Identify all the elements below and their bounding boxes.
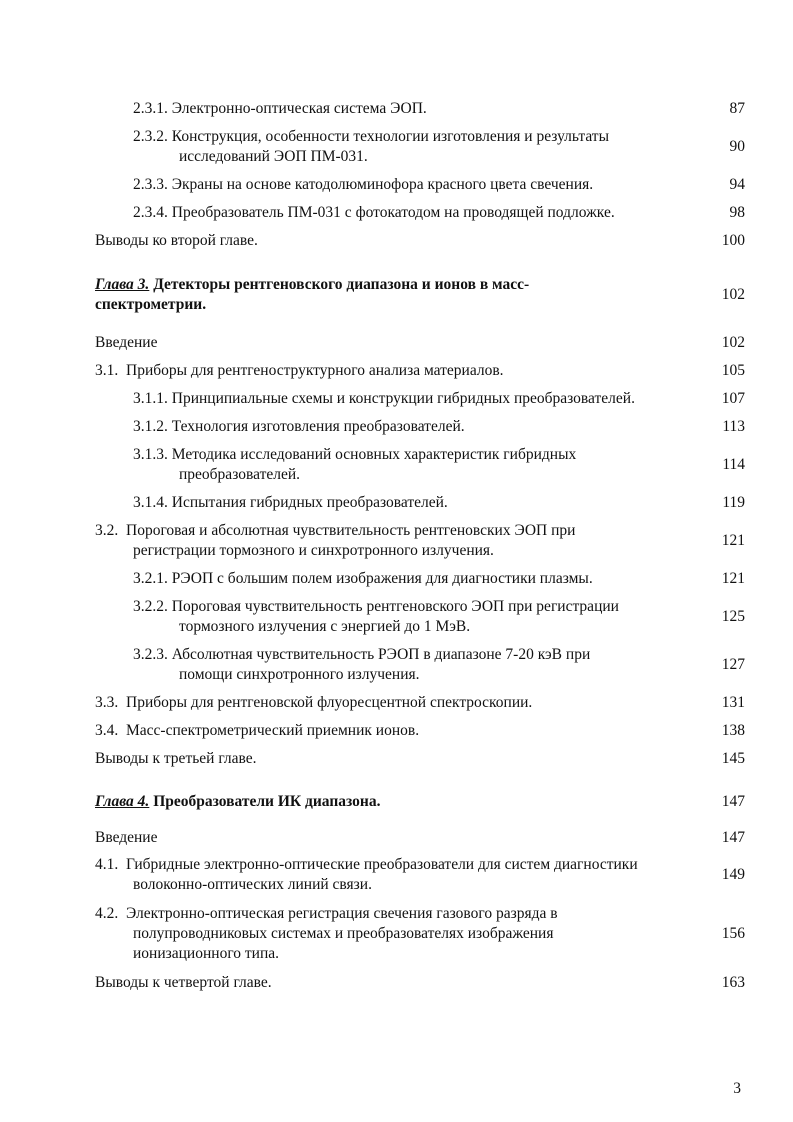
page-ref: 147 — [721, 793, 745, 810]
page-ref: 94 — [729, 176, 745, 193]
toc-entry-2-3-2: 2.3.2. Конструкция, особенности технологии изготовления и результаты исследований ЭОП ПМ-031. 90 — [133, 128, 745, 165]
toc-entry-3-4: 3.4. Масс-спектрометрический приемник ионов. 138 — [95, 722, 745, 739]
page-ref: 121 — [721, 532, 745, 549]
page-ref: 149 — [721, 866, 745, 883]
toc-entry-2-3-4: 2.3.4. Преобразователь ПМ-031 с фотокатодом на проводящей подложке. 98 — [133, 204, 745, 221]
page-ref: 138 — [721, 722, 745, 739]
page-ref: 114 — [722, 456, 745, 473]
toc-entry-2-3-3: 2.3.3. Экраны на основе катодолюминофора красного цвета свечения. 94 — [133, 176, 745, 193]
toc-entry-2-3-1: 2.3.1. Электронно-оптическая система ЭОП. 87 — [133, 100, 745, 117]
toc-chapter-4 — [95, 773, 745, 825]
toc-entry-3-2: 3.2. Пороговая и абсолютная чувствительность рентгеновских ЭОП при регистрации тормозного и синхротронного излучения. 121 — [95, 522, 745, 559]
toc-intro-3: Введение 102 — [95, 334, 745, 351]
page-ref: 131 — [721, 694, 745, 711]
page-ref: 102 — [721, 334, 745, 351]
toc-conclusion-2: Выводы ко второй главе. 100 — [95, 232, 745, 249]
chapter-label: Глава 3. — [95, 276, 150, 293]
page-ref: 107 — [721, 390, 745, 407]
page-ref: 90 — [729, 138, 745, 155]
page-ref: 102 — [721, 286, 745, 303]
toc-conclusion-3: Выводы к третьей главе. 145 — [95, 750, 745, 767]
page-ref: 100 — [721, 232, 745, 249]
page-ref: 163 — [721, 974, 745, 991]
toc-conclusion-4: Выводы к четвертой главе. 163 — [95, 974, 745, 991]
toc-entry-3-2-1: 3.2.1. РЭОП с большим полем изображения для диагностики плазмы. 121 — [133, 570, 745, 587]
page-ref: 113 — [722, 418, 745, 435]
page-ref: 127 — [721, 656, 745, 673]
page-ref: 147 — [721, 829, 745, 846]
toc-entry-3-1-1: 3.1.1. Принципиальные схемы и конструкции гибридных преобразователей. 107 — [133, 390, 745, 407]
toc-entry-3-2-2: 3.2.2. Пороговая чувствительность рентгеновского ЭОП при регистрации тормозного излучения с энергией до 1 МэВ. 125 — [133, 598, 745, 635]
toc-entry-4-1: 4.1. Гибридные электронно-оптические преобразователи для систем диагностики волоконно-оптических линий связи. 149 — [95, 856, 745, 893]
toc-entry-3-3: 3.3. Приборы для рентгеновской флуоресцентной спектроскопии. 131 — [95, 694, 745, 711]
toc-entry-3-1-3: 3.1.3. Методика исследований основных характеристик гибридных преобразователей. 114 — [133, 446, 745, 483]
toc-entry-3-1-4: 3.1.4. Испытания гибридных преобразователей. 119 — [133, 494, 745, 511]
page-ref: 119 — [722, 494, 745, 511]
page-ref: 87 — [729, 100, 745, 117]
toc-entry-3-2-3: 3.2.3. Абсолютная чувствительность РЭОП в диапазоне 7-20 кэВ при помощи синхротронного излучения. 127 — [133, 646, 745, 683]
page-ref: 105 — [721, 362, 745, 379]
page-number: 3 — [733, 1080, 741, 1097]
toc-intro-4: Введение 147 — [95, 829, 745, 846]
chapter-title: Детекторы рентгеновского диапазона и ионов в масс-спектрометрии. — [95, 276, 530, 313]
toc-entry-3-1-2: 3.1.2. Технология изготовления преобразователей. 113 — [133, 418, 745, 435]
table-of-contents — [95, 95, 745, 997]
page-ref: 125 — [721, 608, 745, 625]
toc-entry-3-1: 3.1. Приборы для рентгеноструктурного анализа материалов. 105 — [95, 362, 745, 379]
chapter-label: Глава 4. — [95, 793, 150, 810]
page-ref: 121 — [721, 570, 745, 587]
page-ref: 145 — [721, 750, 745, 767]
page-ref: 98 — [729, 204, 745, 221]
toc-chapter-3 — [95, 255, 745, 329]
page-ref: 156 — [721, 925, 745, 942]
toc-entry-4-2: 4.2. Электронно-оптическая регистрация свечения газового разряда в полупроводниковых системах и преобразователях изображения ионизационного типа. 156 — [95, 905, 745, 962]
chapter-title: Преобразователи ИК диапазона. — [153, 793, 381, 810]
